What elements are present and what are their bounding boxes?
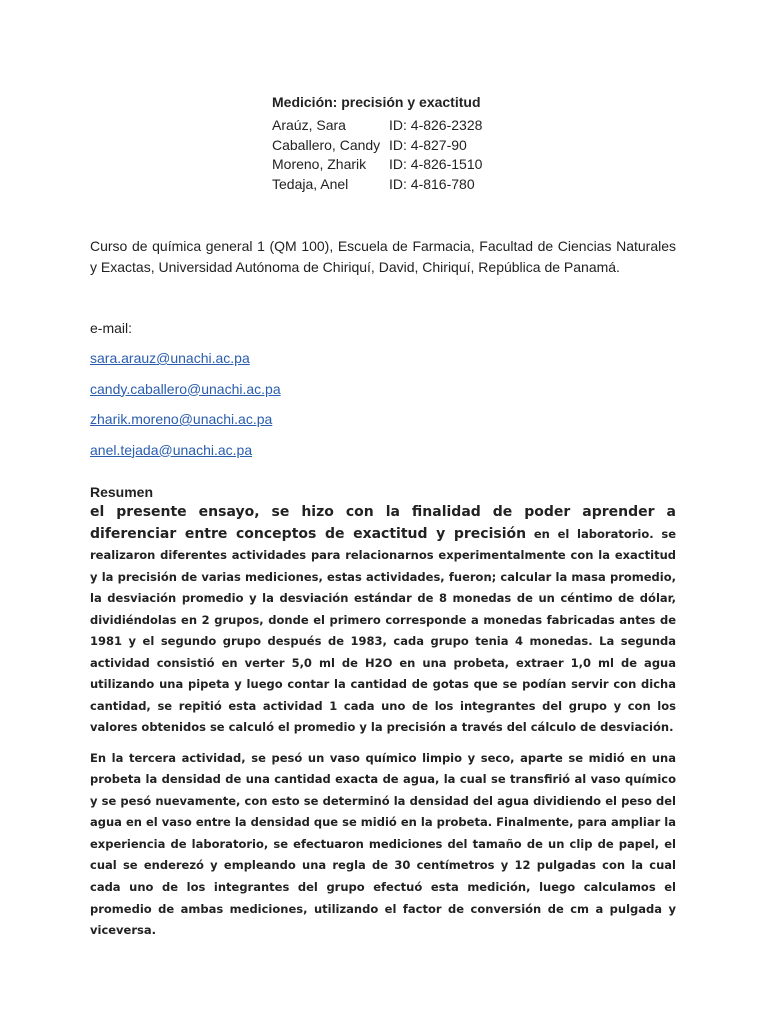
summary-heading: Resumen xyxy=(90,484,154,500)
summary-intro: el presente ensayo, se hizo con la finalidad de poder aprender a diferenciar entre conceptos de exactitud y precisión xyxy=(90,504,676,542)
author-name: Tedaja, Anel xyxy=(272,175,349,192)
document-title: Medición: precisión y exactitud xyxy=(272,94,481,110)
summary-paragraph-1 xyxy=(90,502,676,739)
author-id: ID: 4-826-1510 xyxy=(389,156,483,172)
email-list xyxy=(90,348,281,470)
summary-paragraph-2: En la tercera actividad, se pesó un vaso químico limpio y seco, aparte se midió en una probeta la densidad de una cantidad exacta de agua, la cual se transfirió al vaso químico y se pesó nuevamente, con esto se determinó la densidad del agua dividiendo el peso del agua en el vaso entre la densidad que se midió en la probeta. Finalmente, para ampliar la experiencia de laboratorio, se efectuaron mediciones del tamaño de un clip de papel, el cual se enderezó y empleando una regla de 30 centímetros y 12 pulgadas con la cual cada uno de los integrantes del grupo efectuó esta medición, luego calculamos el promedio de ambas mediciones, utilizando el factor de conversión de cm a pulgada y viceversa. xyxy=(90,750,676,938)
author-id: ID: 4-827-90 xyxy=(389,136,467,153)
author-row xyxy=(272,155,572,175)
email-label: e-mail: xyxy=(90,320,133,336)
email-item xyxy=(90,409,281,440)
author-row xyxy=(272,175,572,195)
email-link-candy[interactable]: candy.caballero@unachi.ac.pa xyxy=(90,380,281,397)
author-row xyxy=(272,116,572,136)
email-link-sara[interactable]: sara.arauz@unachi.ac.pa xyxy=(90,350,250,366)
author-name: Araúz, Sara xyxy=(272,117,346,133)
email-item xyxy=(90,348,281,379)
affiliation-text: Curso de química general 1 (QM 100), Escuela de Farmacia, Facultad de Ciencias Naturales y Exactas, Universidad Autónoma de Chiriquí, David, Chiriquí, República de Panamá. xyxy=(90,238,676,275)
title-block xyxy=(272,92,572,194)
email-link-anel[interactable]: anel.tejada@unachi.ac.pa xyxy=(90,441,253,458)
author-list xyxy=(272,116,572,194)
email-link-zharik[interactable]: zharik.moreno@unachi.ac.pa xyxy=(90,411,273,427)
email-item xyxy=(90,379,281,410)
author-id: ID: 4-826-2328 xyxy=(389,117,483,133)
author-id: ID: 4-816-780 xyxy=(389,175,475,192)
email-item xyxy=(90,440,281,471)
author-row xyxy=(272,136,572,156)
author-name: Caballero, Candy xyxy=(272,136,381,153)
summary-section xyxy=(90,483,676,942)
author-name: Moreno, Zharik xyxy=(272,156,367,172)
summary-paragraph-1-rest: en el laboratorio. se realizaron diferentes actividades para relacionarnos experimentalmente con la exactitud y la precisión de varias mediciones, estas actividades, fueron; calcular la masa promedio, la desviación promedio y la desviación estándar de 8 monedas de un céntimo de dólar, dividiéndolas en 2 grupos, donde el primero corresponde a monedas fabricadas antes de 1981 y el segundo grupo después de 1983, cada grupo tenia 4 monedas. La segunda actividad consistió en verter 5,0 ml de H2O en una probeta, extraer 1,0 ml de agua utilizando una pipeta y luego contar la cantidad de gotas que se podían servir con dicha cantidad, se repitió esta actividad 1 cada uno de los integrantes del grupo y con los valores obtenidos se calculó el promedio y la precisión a través del cálculo de desviación. xyxy=(90,526,676,734)
